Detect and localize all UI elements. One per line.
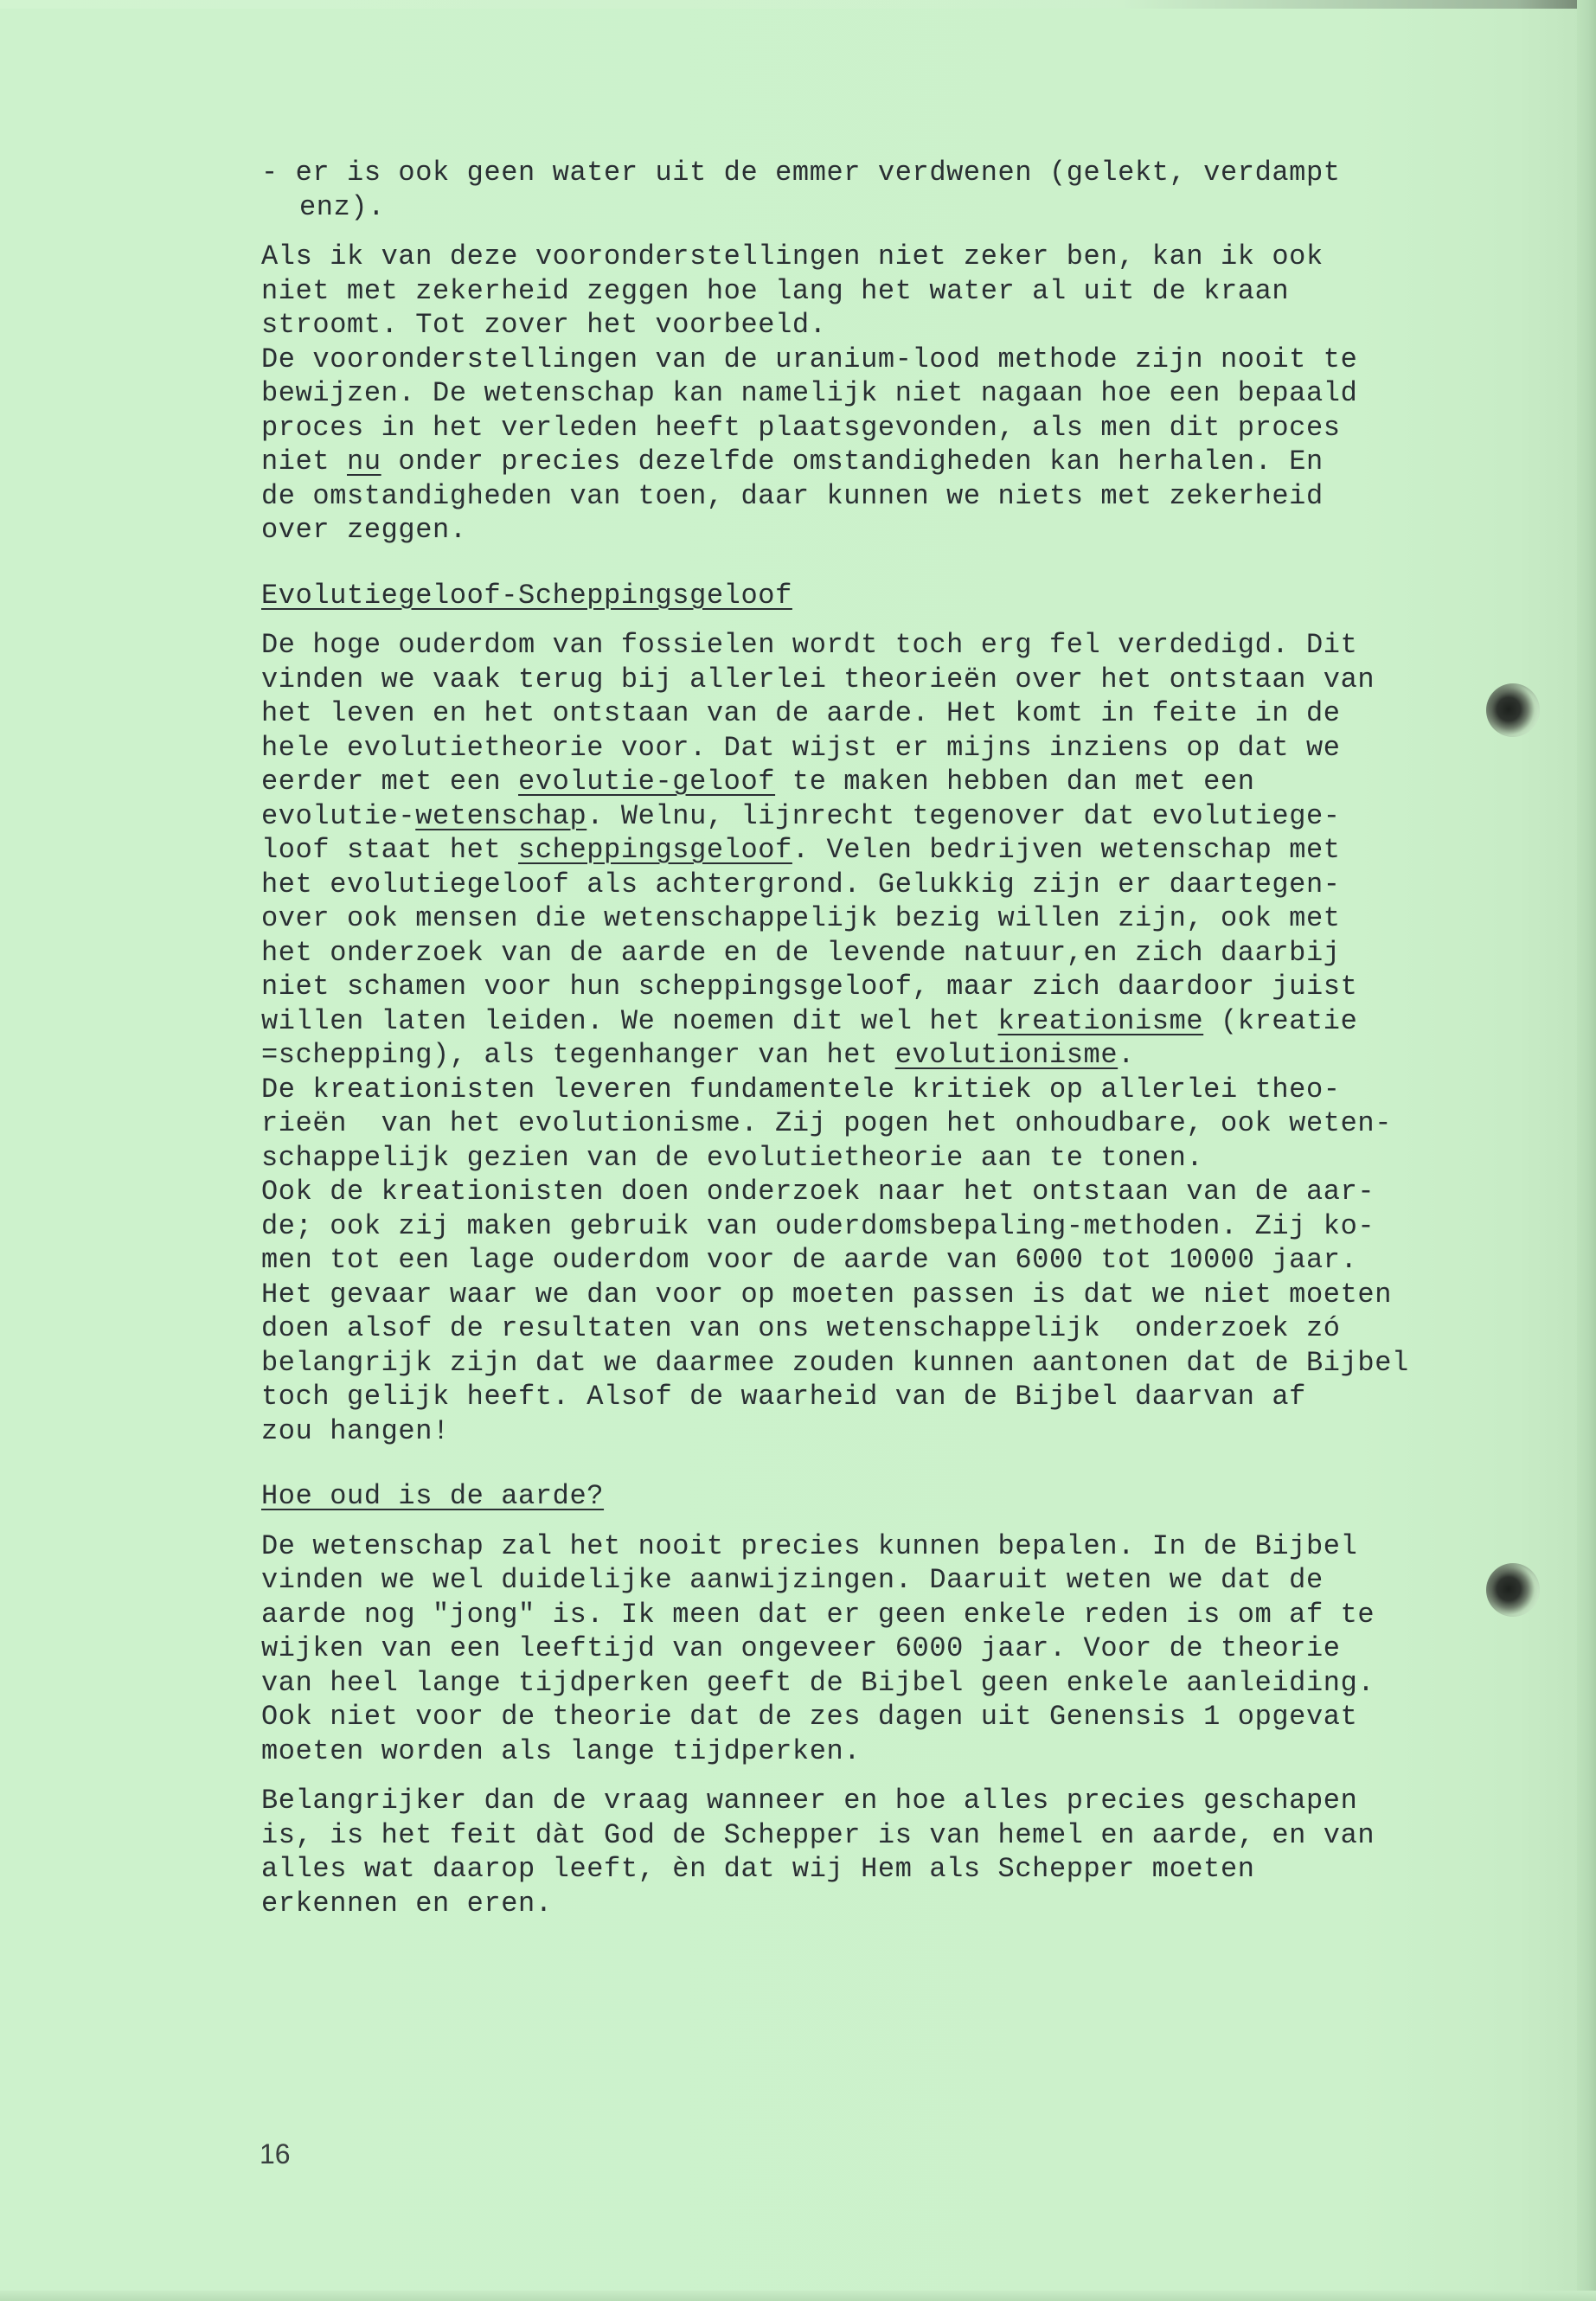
text-line: De wetenschap zal het nooit precies kunnen bepalen. In de Bijbel	[261, 1529, 1358, 1562]
text-line: zou hangen!	[261, 1414, 450, 1447]
text-line: schappelijk gezien van de evolutietheorie aan te tonen.	[261, 1141, 1204, 1174]
text-line: stroomt. Tot zover het voorbeeld.	[261, 309, 827, 341]
text-line: Als ik van deze vooronderstellingen niet zeker ben, kan ik ook	[261, 240, 1324, 272]
text-line: men tot een lage ouderdom voor de aarde van 6000 tot 10000 jaar.	[261, 1244, 1358, 1276]
underlined-word: wetenschap	[415, 799, 587, 832]
underlined-word: kreationisme	[997, 1004, 1204, 1037]
text-line: alles wat daarop leeft, èn dat wij Hem als Schepper moeten	[261, 1853, 1255, 1885]
page-number: 16	[260, 2138, 291, 2170]
text-line: het onderzoek van de aarde en de levende natuur,en zich daarbij	[261, 936, 1341, 969]
text-line: van heel lange tijdperken geeft de Bijbel geen enkele aanleiding.	[261, 1666, 1375, 1699]
text-run: =schepping), als tegenhanger van het	[261, 1039, 895, 1071]
text-run: willen laten leiden. We noemen dit wel het	[261, 1004, 998, 1037]
underlined-word: scheppingsgeloof	[518, 834, 792, 866]
intro-bullet	[261, 156, 1472, 224]
text-line: over ook mensen die wetenschappelijk bezig willen zijn, ook met	[261, 902, 1341, 934]
text-run: .	[1118, 1039, 1135, 1071]
section-hoe-oud-paragraph-1	[261, 1529, 1472, 1769]
text-run: . Welnu, lijnrecht tegenover dat evolutiege-	[586, 799, 1341, 832]
text-line: Ook de kreationisten doen onderzoek naar het ontstaan van de aar-	[261, 1176, 1375, 1208]
text-line	[261, 445, 1472, 479]
page-top-edge	[0, 0, 1596, 9]
intro-paragraph	[261, 240, 1472, 548]
page-right-edge	[1577, 0, 1596, 2301]
text-line: belangrijk zijn dat we daarmee zouden kunnen aantonen dat de Bijbel	[261, 1346, 1409, 1379]
text-run: te maken hebben dan met een	[775, 766, 1255, 798]
text-run: niet	[261, 445, 348, 478]
text-line: het evolutiegeloof als achtergrond. Gelukkig zijn er daartegen-	[261, 868, 1341, 901]
text-line: De hoge ouderdom van fossielen wordt toch erg fel verdedigd. Dit	[261, 629, 1358, 661]
text-line: de; ook zij maken gebruik van ouderdomsbepaling-methoden. Zij ko-	[261, 1209, 1375, 1242]
underlined-word: nu	[347, 445, 381, 478]
text-line: Het gevaar waar we dan voor op moeten passen is dat we niet moeten	[261, 1278, 1393, 1311]
text-run: eerder met een	[261, 766, 519, 798]
text-line: bewijzen. De wetenschap kan namelijk niet nagaan hoe een bepaald	[261, 377, 1358, 409]
text-line: hele evolutietheorie voor. Dat wijst er mijns inziens op dat we	[261, 731, 1341, 764]
text-line: niet schamen voor hun scheppingsgeloof, maar zich daardoor juist	[261, 971, 1358, 1003]
text-line: aarde nog "jong" is. Ik meen dat er geen enkele reden is om af te	[261, 1598, 1375, 1631]
text-line: proces in het verleden heeft plaatsgevonden, als men dit proces	[261, 411, 1341, 444]
text-line: Ook niet voor de theorie dat de zes dagen uit Genensis 1 opgevat	[261, 1701, 1358, 1733]
text-line: moeten worden als lange tijdperken.	[261, 1734, 862, 1767]
text-line	[261, 799, 1472, 834]
section-heading: Evolutiegeloof-Scheppingsgeloof	[261, 579, 792, 612]
text-line: vinden we wel duidelijke aanwijzingen. Daaruit weten we dat de	[261, 1564, 1324, 1596]
text-run: (kreatie	[1203, 1004, 1358, 1037]
bullet-line: - er is ook geen water uit de emmer verdwenen (gelekt, verdampt	[261, 157, 1341, 189]
punch-hole-bottom	[1486, 1563, 1540, 1617]
section-hoe-oud-paragraph-2	[261, 1784, 1472, 1920]
text-run: . Velen bedrijven wetenschap met	[792, 834, 1341, 866]
page-body	[261, 156, 1472, 1920]
text-line: de omstandigheden van toen, daar kunnen we niets met zekerheid	[261, 479, 1324, 512]
text-line	[261, 1038, 1472, 1073]
punch-hole-top	[1486, 683, 1540, 737]
text-line: De kreationisten leveren fundamentele kritiek op allerlei theo-	[261, 1073, 1341, 1106]
text-line	[261, 1004, 1472, 1039]
text-line: over zeggen.	[261, 514, 467, 546]
text-line: De vooronderstellingen van de uranium-lood methode zijn nooit te	[261, 343, 1358, 375]
text-run: evolutie-	[261, 799, 416, 832]
text-line: doen alsof de resultaten van ons wetenschappelijk onderzoek zó	[261, 1312, 1341, 1344]
text-line: toch gelijk heeft. Alsof de waarheid van de Bijbel daarvan af	[261, 1381, 1306, 1413]
text-line: wijken van een leeftijd van ongeveer 6000 jaar. Voor de theorie	[261, 1632, 1341, 1664]
text-run: loof staat het	[261, 834, 519, 866]
text-line: is, is het feit dàt God de Schepper is van hemel en aarde, en van	[261, 1818, 1375, 1851]
text-line: Belangrijker dan de vraag wanneer en hoe alles precies geschapen	[261, 1785, 1358, 1817]
text-line: erkennen en eren.	[261, 1887, 553, 1920]
text-line	[261, 833, 1472, 868]
page-bottom-edge	[0, 2291, 1596, 2301]
text-line: niet met zekerheid zeggen hoe lang het water al uit de kraan	[261, 274, 1290, 307]
section-heading: Hoe oud is de aarde?	[261, 1480, 605, 1512]
text-line: rieën van het evolutionisme. Zij pogen het onhoudbare, ook weten-	[261, 1107, 1393, 1139]
section-heading-hoe-oud	[261, 1479, 1472, 1514]
text-line	[261, 765, 1472, 799]
text-run: onder precies dezelfde omstandigheden kan herhalen. En	[381, 445, 1324, 478]
text-line: vinden we vaak terug bij allerlei theorieën over het ontstaan van	[261, 663, 1375, 695]
bullet-line: enz).	[299, 190, 386, 223]
underlined-word: evolutionisme	[894, 1039, 1118, 1071]
text-line: het leven en het ontstaan van de aarde. Het komt in feite in de	[261, 697, 1341, 729]
section-heading-evolutiegeloof	[261, 579, 1472, 613]
section-evolutiegeloof-body	[261, 628, 1472, 1448]
underlined-word: evolutie-geloof	[518, 766, 776, 798]
